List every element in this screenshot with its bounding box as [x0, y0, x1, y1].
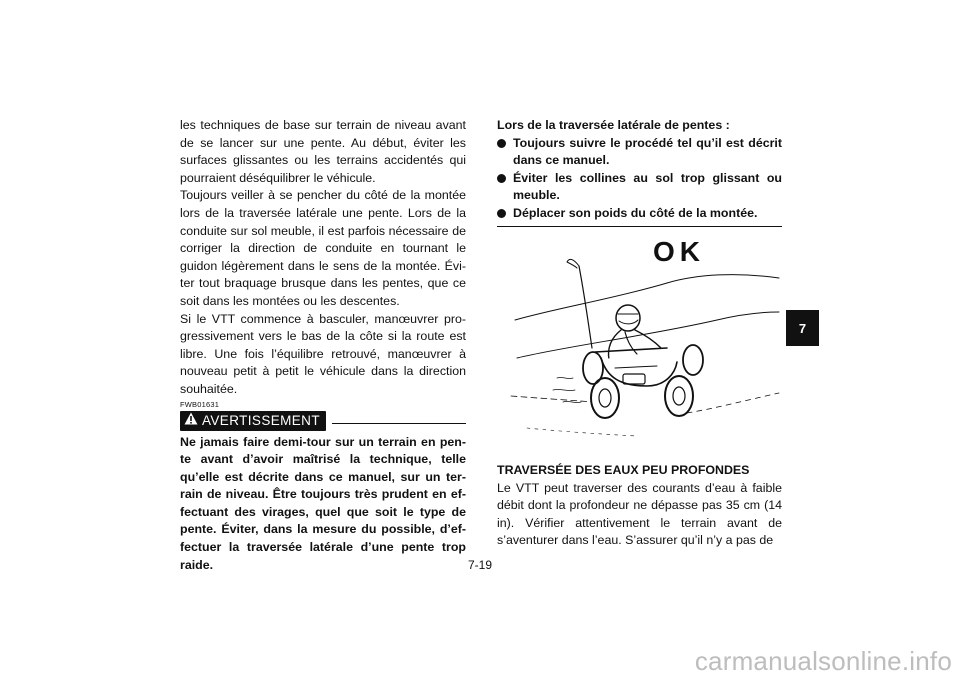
- paragraph-tipping: Si le VTT commence à basculer, manœuvrer pro-gressivement vers le bas de la côte si la route est libre. Une fois l’équilibre retrouvé, manœuvrer à nouveau petit à petit le véhicule dans la direction souhaitée.: [180, 311, 466, 396]
- paragraph-lean: Toujours veiller à se pencher du côté de la montée lors de la traversée latérale une pente. Lors de la conduite sur sol meuble, il est parfois nécessaire de corriger la direction de conduite en tournant le guidon légèrement dans le sens de la montée. Évi-ter tout braquage brusque dans les pentes, que ce soit dans les montées ou les descentes.: [180, 188, 466, 308]
- left-column: [180, 117, 466, 574]
- atv-illustration: [497, 228, 782, 456]
- warning-badge: [180, 411, 326, 431]
- bullet-dot-icon: [497, 174, 506, 183]
- bullet-dot-icon: [497, 139, 506, 148]
- warning-text: Ne jamais faire demi-tour sur un terrain en pen-te avant d’avoir maîtrisé la technique, telle qu’elle est décrite dans ce manuel, sur un ter-rain de niveau. Être toujours très prudent en ef-fectuant des virages, quel que soit le type de pente. Éviter, dans la mesure du possible, d’ef-fectuer la traversée latérale d’une pente trop raide.: [180, 434, 466, 572]
- watermark: carmanualsonline.info: [694, 646, 952, 676]
- section-text: Le VTT peut traverser des courants d’eau à faible débit dont la profondeur ne dépasse pas 35 cm (14 in). Vérifier attentivement le terrain avant de s’aventurer dans l’eau. S’assurer qu’il n’y a pas de: [497, 480, 782, 548]
- warning-label: AVERTISSEMENT: [202, 412, 320, 428]
- warning-triangle-icon: [184, 412, 198, 430]
- paragraph-basics: les techniques de base sur terrain de niveau avant de se lancer sur une pente. Au début, éviter les surfaces glissantes ou les terrains accidentés qui pourraient déséquilibrer le véhicule.: [180, 118, 466, 185]
- bullet-item: Déplacer son poids du côté de la montée.: [497, 205, 782, 223]
- section-title: TRAVERSÉE DES EAUX PEU PROFONDES: [497, 463, 750, 477]
- bullet-dot-icon: [497, 209, 506, 218]
- bullet-item: Éviter les collines au sol trop glissant ou meuble.: [497, 170, 782, 205]
- chapter-tab: 7: [786, 310, 819, 346]
- crossing-heading: Lors de la traversée latérale de pentes :: [497, 118, 730, 132]
- warning-rule: [332, 423, 466, 424]
- bullet-section-rule: [497, 226, 782, 227]
- right-column-bottom: [497, 462, 782, 550]
- illustration-ok-label: OK: [653, 236, 705, 267]
- warning-header: [180, 411, 466, 431]
- crossing-bullet-list: [497, 135, 782, 223]
- right-column-top: [497, 117, 782, 227]
- page-number: 7-19: [467, 558, 493, 572]
- bullet-item: Toujours suivre le procédé tel qu’il est décrit dans ce manuel.: [497, 135, 782, 170]
- warning-code: FWB01631: [180, 399, 220, 409]
